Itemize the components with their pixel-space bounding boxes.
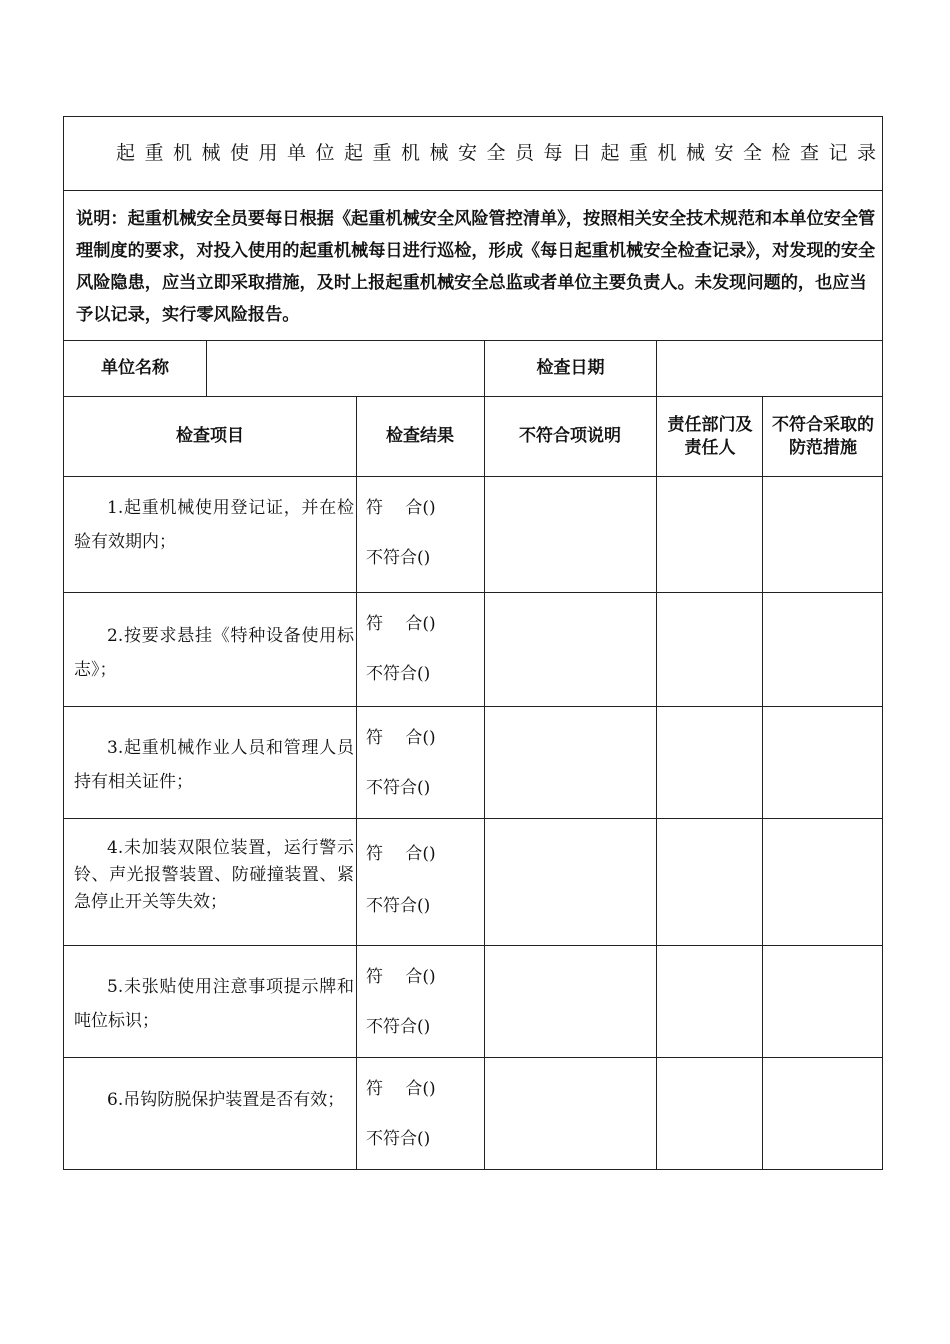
instructions-text: 说明：起重机械安全员要每日根据《起重机械安全风险管控清单》，按照相关安全技术规范和本单位安全管理制度的要求，对投入使用的起重机械每日进行巡检，形成《每日起重机械安全检查记录》，对发现的安全风险隐患，应当立即采取措施，及时上报起重机械安全总监或者单位主要负责人。未发现问题的，也应当予以记录，实行零风险报告。 — [76, 209, 876, 325]
check-item-6 — [64, 1083, 356, 1117]
unit-name-label: 单位名称 — [101, 358, 169, 378]
column-header-responsible: 责任部门及责任人 — [667, 414, 753, 458]
check-result-1[interactable] — [356, 477, 484, 592]
check-item-text: 6.吊钩防脱保护装置是否有效； — [107, 1090, 345, 1110]
nonconform-option[interactable]: 不符合() — [366, 1129, 431, 1149]
nonconform-option[interactable]: 不符合() — [366, 548, 431, 568]
column-header-item: 检查项目 — [176, 426, 244, 446]
column-header-result: 检查结果 — [386, 426, 454, 446]
check-item-4 — [64, 835, 356, 916]
nonconform-option[interactable]: 不符合() — [366, 778, 431, 798]
unit-name-field[interactable] — [206, 341, 485, 396]
check-item-text: 5.未张贴使用注意事项提示牌和吨位标识； — [74, 977, 354, 1031]
check-item-3 — [64, 731, 356, 799]
check-item-2 — [64, 619, 356, 687]
divider — [64, 190, 882, 191]
check-date-field[interactable] — [656, 341, 882, 396]
check-item-text: 3.起重机械作业人员和管理人员持有相关证件； — [74, 738, 354, 792]
check-item-text: 4.未加装双限位装置，运行警示铃、声光报警装置、防碰撞装置、紧急停止开关等失效； — [74, 838, 354, 912]
form-title: 起重机械使用单位起重机械安全员每日起重机械安全检查记录 — [116, 142, 886, 164]
divider — [762, 397, 763, 1170]
check-item-text: 1.起重机械使用登记证，并在检验有效期内； — [74, 498, 354, 552]
conform-option[interactable]: 符 合() — [366, 728, 436, 748]
nonconform-option[interactable]: 不符合() — [366, 1017, 431, 1037]
divider — [484, 397, 485, 1170]
divider — [656, 341, 657, 396]
check-result-6[interactable] — [356, 1058, 484, 1170]
conform-option[interactable]: 符 合() — [366, 844, 436, 864]
column-header-nonconform: 不符合项说明 — [519, 426, 621, 446]
divider — [484, 341, 485, 396]
check-result-2[interactable] — [356, 593, 484, 706]
check-date-label: 检查日期 — [536, 358, 605, 378]
divider — [656, 397, 657, 1170]
conform-option[interactable]: 符 合() — [366, 614, 436, 634]
conform-option[interactable]: 符 合() — [366, 498, 436, 518]
inspection-record-form — [63, 116, 886, 1170]
check-item-1 — [64, 491, 356, 559]
check-item-text: 2.按要求悬挂《特种设备使用标志》； — [74, 626, 354, 680]
conform-option[interactable]: 符 合() — [366, 967, 436, 987]
nonconform-option[interactable]: 不符合() — [366, 896, 431, 916]
check-result-3[interactable] — [356, 707, 484, 818]
nonconform-option[interactable]: 不符合() — [366, 664, 431, 684]
check-result-4[interactable] — [356, 819, 484, 945]
conform-option[interactable]: 符 合() — [366, 1079, 436, 1099]
divider — [206, 341, 207, 396]
check-item-5 — [64, 970, 356, 1038]
column-header-measures: 不符合采取的防范措施 — [772, 414, 874, 458]
check-result-5[interactable] — [356, 946, 484, 1057]
